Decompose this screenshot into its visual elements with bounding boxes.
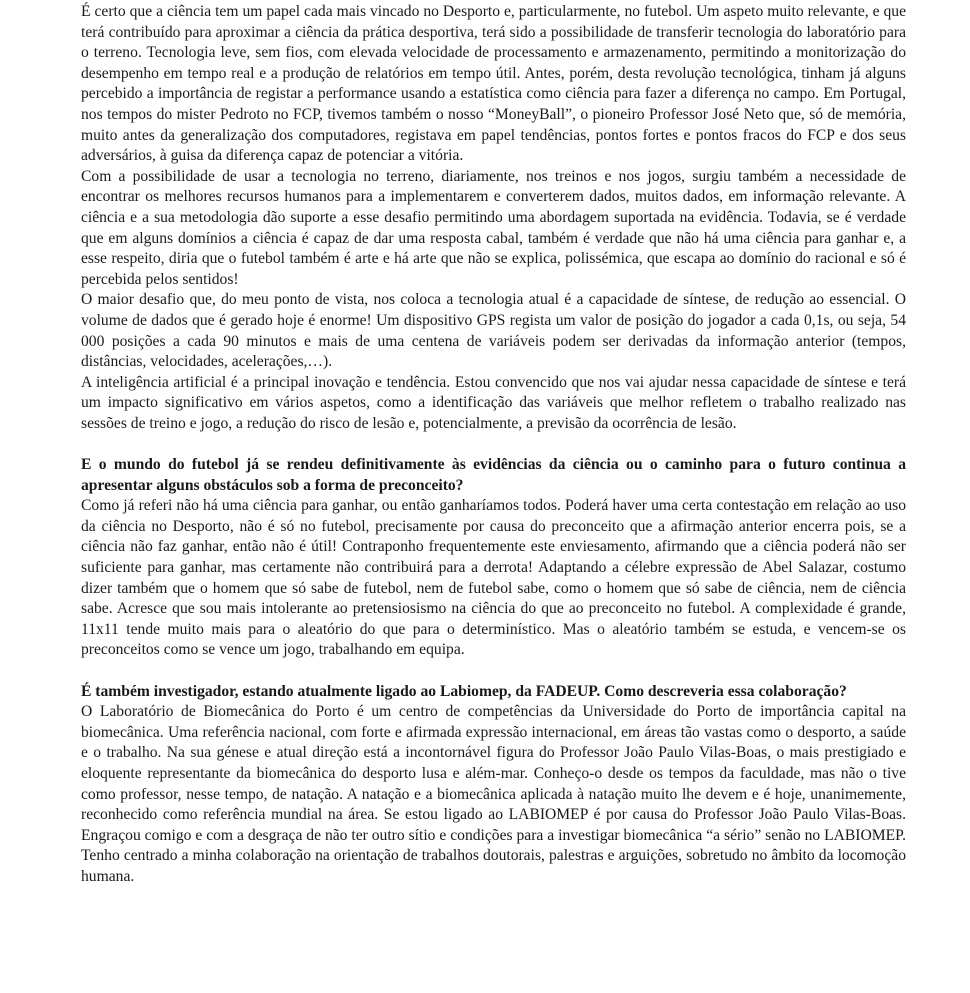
paragraph-human-resources: Com a possibilidade de usar a tecnologia no terreno, diariamente, nos treinos e nos jogos, surgiu também a necessidade de encontrar os melhores recursos humanos para a implementarem e converterem dados, muitos dados, em informação relevante. A ciência e a sua metodologia dão suporte a esse desafio permitindo uma abordagem suportada na evidência. Todavia, se é verdade que em alguns domínios a ciência é capaz de dar uma resposta cabal, também é verdade que não há uma ciência para ganhar e, a esse respeito, diria que o futebol também é arte e há arte que não se explica, polissémica, que escapa ao domínio do racional e só é percebida pelos sentidos! xyxy=(81,167,906,288)
paragraph-artificial-intelligence: A inteligência artificial é a principal inovação e tendência. Estou convencido que nos vai ajudar nessa capacidade de síntese e terá um impacto significativo em vários aspetos, como a identificação das variáveis que melhor refletem o trabalho realizado nas sessões de treino e jogo, a redução do risco de lesão e, potencialmente, a previsão da ocorrência de lesão. xyxy=(81,373,906,432)
paragraph-synthesis-challenge: O maior desafio que, do meu ponto de vista, nos coloca a tecnologia atual é a capacidade de síntese, de redução ao essencial. O volume de dados que é gerado hoje é enorme! Um dispositivo GPS regista um valor de posição do jogador a cada 0,1s, ou seja, 54 000 posições a cada 90 minutos e mais de uma centena de variáveis podem ser derivadas da informação anterior (tempos, distâncias, velocidades, acelerações,…). xyxy=(81,291,906,371)
section-labiomep-question xyxy=(81,682,906,888)
interview-question: E o mundo do futebol já se rendeu definitivamente às evidências da ciência ou o caminho para o futuro continua a apresentar alguns obstáculos sob a forma de preconceito? xyxy=(81,456,906,494)
paragraph-spacer xyxy=(81,661,906,682)
paragraph-spacer xyxy=(81,434,906,455)
section-science-in-football xyxy=(81,2,906,434)
interview-answer: O Laboratório de Biomecânica do Porto é um centro de competências da Universidade do Porto de importância capital na biomecânica. Uma referência nacional, com forte e afirmada expressão internacional, em áreas tão vastas como o desporto, a saúde e o trabalho. Na sua génese e atual direção está a incontornável figura do Professor João Paulo Vilas-Boas, o mais prestigiado e eloquente representante da biomecânica do desporto lusa e além-mar. Conheço-o desde os tempos da faculdade, mas não o tive como professor, nesse tempo, de natação. A natação e a biomecânica aplicada à natação muito lhe devem e é hoje, unanimemente, reconhecido como referência mundial na área. Se estou ligado ao LABIOMEP é por causa do Professor João Paulo Vilas-Boas. Engraçou comigo e com a desgraça de não ter outro sítio e condições para a investigar biomecânica “a sério” senão no LABIOMEP. Tenho centrado a minha colaboração na orientação de trabalhos doutorais, palestras e arguições, sobretudo no âmbito da locomoção humana. xyxy=(81,703,906,885)
interview-answer: Como já referi não há uma ciência para ganhar, ou então ganharíamos todos. Poderá haver uma certa contestação em relação ao uso da ciência no Desporto, não é só no futebol, precisamente por causa do preconceito que a afirmação anterior encerra pois, se a ciência não faz ganhar, então não é útil! Contraponho frequentemente este enviesamento, afirmando que a ciência poderá não ser suficiente para ganhar, mas certamente não contribuirá para a derrota! Adaptando a célebre expressão de Abel Salazar, costumo dizer também que o homem que só sabe de futebol, nem de futebol sabe, como o homem que só sabe de ciência, nem de ciência sabe. Acresce que sou mais intolerante ao pretensiosismo na ciência do que ao preconceito no futebol. A complexidade é grande, 11x11 tende muito mais para o aleatório do que para o determinístico. Mas o aleatório também se estuda, e vencem-se os preconceitos como se vence um jogo, trabalhando em equipa. xyxy=(81,497,906,659)
section-prejudice-question xyxy=(81,455,906,661)
interview-question: É também investigador, estando atualmente ligado ao Labiomep, da FADEUP. Como descreveria essa colaboração? xyxy=(81,682,847,700)
paragraph-technology-transfer: É certo que a ciência tem um papel cada mais vincado no Desporto e, particularmente, no futebol. Um aspeto muito relevante, e que terá contribuído para aproximar a ciência da prática desportiva, terá sido a possibilidade de transferir tecnologia do laboratório para o terreno. Tecnologia leve, sem fios, com elevada velocidade de processamento e armazenamento, permitindo a monitorização do desempenho em tempo real e a produção de relatórios em tempo útil. Antes, porém, desta revolução tecnológica, tinham já alguns percebido a importância de registar a performance usando a estatística como ciência para fazer a diferença no campo. Em Portugal, nos tempos do mister Pedroto no FCP, tivemos também o nosso “MoneyBall”, o pioneiro Professor José Neto que, só de memória, muito antes da generalização dos computadores, registava em papel tendências, pontos fortes e pontos fracos do FCP e dos seus adversários, à guisa da diferença capaz de potenciar a vitória. xyxy=(81,3,906,165)
